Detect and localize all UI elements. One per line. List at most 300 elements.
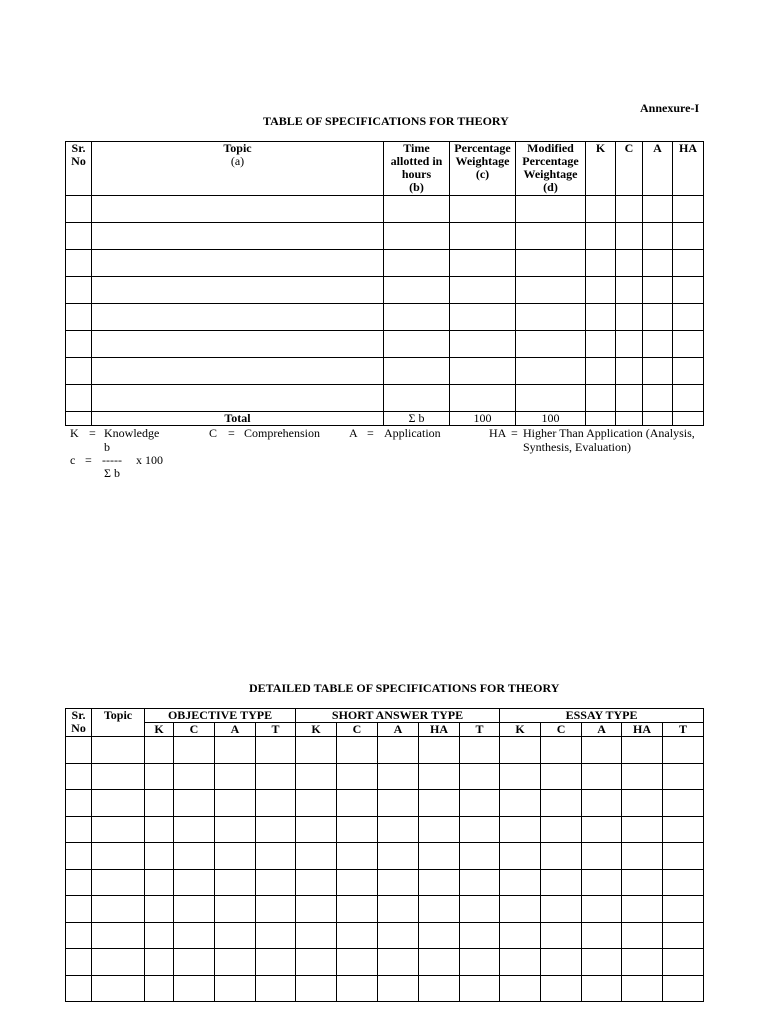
table-cell [541,737,582,764]
header-sr-no: Sr. No [66,142,92,196]
table-cell [256,975,296,1002]
table-cell [92,869,145,896]
table-cell [92,922,145,949]
table-cell [174,975,215,1002]
table-cell [622,896,663,923]
table-cell [663,949,704,976]
table-cell [92,843,145,870]
table-cell [673,223,704,250]
header-topic: Topic (a) [92,142,384,196]
table-cell [215,869,256,896]
essay-sub-a: A [582,723,622,737]
table-cell [378,949,419,976]
legend-ha-symbol: HA [489,426,507,440]
table-cell [673,358,704,385]
table-cell [419,975,460,1002]
obj-sub-a: A [215,723,256,737]
table-cell [337,843,378,870]
table-cell [460,896,500,923]
table-cell [516,250,586,277]
table-cell [145,975,174,1002]
table-cell [215,843,256,870]
table-cell [174,737,215,764]
table-cell [622,790,663,817]
table-cell [384,358,450,385]
table-cell [145,896,174,923]
table-cell [586,304,616,331]
table-cell [337,975,378,1002]
table-cell [622,816,663,843]
table-cell [541,790,582,817]
legend-ha-text-continued: Synthesis, Evaluation) [523,440,631,454]
legend-k-equals: = [89,426,96,440]
table2-title: DETAILED TABLE OF SPECIFICATIONS FOR THEORY [249,681,560,695]
table-cell [516,277,586,304]
formula-numerator: b [104,440,110,454]
total-label: Total [92,412,384,426]
formula-multiplier: x 100 [136,453,163,467]
table-cell [337,763,378,790]
table-cell [582,869,622,896]
table-cell [215,896,256,923]
table-cell [460,975,500,1002]
table-cell [622,975,663,1002]
table-cell [145,763,174,790]
table-cell [378,843,419,870]
table-cell [337,816,378,843]
table-cell [663,790,704,817]
legend-a-equals: = [367,426,374,440]
table-row [66,869,704,896]
header-ha: HA [673,142,704,196]
table-cell [586,385,616,412]
table-cell [384,304,450,331]
table-cell [92,196,384,223]
table-cell [582,975,622,1002]
table-cell [296,816,337,843]
table-row [66,331,704,358]
table-cell [616,223,643,250]
table-cell [586,250,616,277]
table-cell [582,922,622,949]
table-cell [500,922,541,949]
table-cell [541,975,582,1002]
table-row [66,304,704,331]
table-cell [582,790,622,817]
table-cell [586,331,616,358]
table-cell [174,869,215,896]
table-cell [174,816,215,843]
table-cell [622,763,663,790]
table-cell [643,331,673,358]
table-cell [174,790,215,817]
table-cell [384,331,450,358]
table-cell [582,763,622,790]
table-cell [460,949,500,976]
table-cell [66,975,92,1002]
table-cell [256,843,296,870]
obj-sub-t: T [256,723,296,737]
legend-c-text: Comprehension [244,426,320,440]
table-cell [337,896,378,923]
table-cell [643,385,673,412]
table-cell [66,896,92,923]
table-cell [256,816,296,843]
table-cell [541,763,582,790]
table-cell [92,790,145,817]
table-cell [643,250,673,277]
table-cell [174,763,215,790]
table-cell [663,896,704,923]
table-cell [643,358,673,385]
table-row [66,922,704,949]
table-cell [616,277,643,304]
table-cell [337,949,378,976]
table-cell [145,790,174,817]
table-cell [419,790,460,817]
table-cell [500,816,541,843]
table-cell [92,277,384,304]
table-cell [145,843,174,870]
table-cell [419,737,460,764]
table-cell [378,790,419,817]
legend-ha-equals: = [511,426,518,440]
total-a-cell [643,412,673,426]
table-cell [419,869,460,896]
table-row [66,843,704,870]
table-cell [673,196,704,223]
table-cell [378,922,419,949]
table-cell [663,843,704,870]
table-cell [92,763,145,790]
table-row [66,763,704,790]
table-cell [460,763,500,790]
table-cell [384,385,450,412]
table1-title: TABLE OF SPECIFICATIONS FOR THEORY [263,114,509,128]
table-cell [337,790,378,817]
table-row [66,790,704,817]
table-cell [92,250,384,277]
obj-sub-k: K [145,723,174,737]
total-c-cell [616,412,643,426]
table-cell [256,790,296,817]
table-cell [582,816,622,843]
detail-header-objective: OBJECTIVE TYPE [145,709,296,723]
table-cell [516,223,586,250]
table-cell [378,869,419,896]
table-cell [663,737,704,764]
table-cell [66,816,92,843]
table-cell [450,358,516,385]
legend-k-text: Knowledge [104,426,160,440]
table-row [66,975,704,1002]
formula-lhs: c [70,453,76,467]
table-cell [384,277,450,304]
table-row [66,896,704,923]
table-cell [673,331,704,358]
short-sub-a: A [378,723,419,737]
essay-sub-k: K [500,723,541,737]
table-cell [582,843,622,870]
table-cell [643,196,673,223]
formula-denominator: Σ b [104,466,120,480]
table-cell [92,949,145,976]
table-cell [582,896,622,923]
table-cell [541,949,582,976]
table-cell [296,896,337,923]
legend-a-text: Application [384,426,441,440]
table-cell [174,949,215,976]
table-cell [500,975,541,1002]
table-cell [500,763,541,790]
table-cell [663,975,704,1002]
table-cell [622,869,663,896]
table-cell [66,869,92,896]
table-cell [622,737,663,764]
detailed-specifications-table [65,708,704,1002]
table-cell [92,737,145,764]
table-cell [673,277,704,304]
table-cell [500,869,541,896]
table-cell [616,250,643,277]
detail-header-essay: ESSAY TYPE [500,709,704,723]
short-sub-ha: HA [419,723,460,737]
table-cell [378,896,419,923]
short-sub-k: K [296,723,337,737]
table-cell [616,196,643,223]
table-cell [66,949,92,976]
table-cell [145,949,174,976]
detail-header-sr-no: Sr. No [66,709,92,737]
table-cell [419,949,460,976]
table-cell [500,737,541,764]
table-cell [663,922,704,949]
table-cell [66,790,92,817]
table-cell [460,816,500,843]
table-cell [92,896,145,923]
short-sub-c: C [337,723,378,737]
table-cell [582,949,622,976]
table-row [66,196,704,223]
table-cell [622,922,663,949]
table-cell [516,358,586,385]
table-cell [174,922,215,949]
table-cell [622,843,663,870]
table-cell [622,949,663,976]
legend-k-symbol: K [70,426,79,440]
formula-fraction-bar: ----- [102,453,122,467]
table-cell [145,737,174,764]
table-cell [516,196,586,223]
header-a: A [643,142,673,196]
table-cell [378,737,419,764]
table-row [66,816,704,843]
table-cell [541,869,582,896]
table-cell [215,949,256,976]
table-cell [500,790,541,817]
table-cell [66,196,92,223]
table-cell [337,737,378,764]
table-cell [419,763,460,790]
annexure-label: Annexure-I [640,101,700,115]
table-cell [66,250,92,277]
table-cell [378,975,419,1002]
table-cell [616,385,643,412]
table-cell [419,843,460,870]
table-row [66,949,704,976]
table-row [66,737,704,764]
table-cell [586,196,616,223]
table-cell [66,385,92,412]
table-cell [215,763,256,790]
table-cell [66,763,92,790]
table-cell [500,843,541,870]
table-cell [296,843,337,870]
table-cell [419,922,460,949]
table-cell [378,763,419,790]
table-cell [296,869,337,896]
table-cell [673,385,704,412]
table-cell [516,304,586,331]
table-cell [296,737,337,764]
table-row [66,358,704,385]
table-cell [66,843,92,870]
table-cell [215,737,256,764]
header-time: Time allotted in hours (b) [384,142,450,196]
table-cell [663,816,704,843]
table-cell [516,385,586,412]
table-cell [419,896,460,923]
essay-sub-ha: HA [622,723,663,737]
table-cell [296,949,337,976]
table-cell [256,763,296,790]
table-cell [145,869,174,896]
table-cell [92,975,145,1002]
table-cell [582,737,622,764]
table-cell [92,223,384,250]
table-cell [66,304,92,331]
total-time: Σ b [384,412,450,426]
table-row [66,223,704,250]
table-cell [450,331,516,358]
total-k-cell [586,412,616,426]
detail-header-short-answer: SHORT ANSWER TYPE [296,709,500,723]
header-c: C [616,142,643,196]
legend-c-symbol: C [209,426,218,440]
total-percentage: 100 [450,412,516,426]
table-cell [296,922,337,949]
total-ha-cell [673,412,704,426]
table-cell [296,763,337,790]
table-cell [500,896,541,923]
legend-ha-text: Higher Than Application (Analysis, [523,426,695,440]
table-cell [92,304,384,331]
table-cell [673,304,704,331]
table-row [66,277,704,304]
table-cell [256,949,296,976]
table-cell [337,869,378,896]
header-modified: Modified Percentage Weightage (d) [516,142,586,196]
table-cell [616,358,643,385]
table-cell [215,790,256,817]
table-cell [643,277,673,304]
table-cell [450,250,516,277]
table-cell [384,223,450,250]
table-cell [541,816,582,843]
table-cell [66,737,92,764]
table-cell [643,223,673,250]
table-cell [460,922,500,949]
table-cell [296,975,337,1002]
table-cell [384,196,450,223]
total-row [66,412,704,426]
table-cell [541,896,582,923]
detail-header-topic: Topic [92,709,145,737]
table-cell [215,975,256,1002]
table-cell [419,816,460,843]
table-cell [66,223,92,250]
table-cell [256,737,296,764]
table-cell [643,304,673,331]
table-cell [460,869,500,896]
total-sr-cell [66,412,92,426]
table-cell [256,922,296,949]
table-cell [92,358,384,385]
table-cell [66,922,92,949]
table-cell [586,223,616,250]
table-cell [66,277,92,304]
table-cell [663,869,704,896]
table-cell [215,922,256,949]
legend-c-equals: = [228,426,235,440]
table-cell [586,277,616,304]
table-cell [145,922,174,949]
table-cell [586,358,616,385]
essay-sub-t: T [663,723,704,737]
table-cell [450,385,516,412]
table-row [66,385,704,412]
table-cell [92,816,145,843]
table-cell [616,304,643,331]
table-cell [450,304,516,331]
table-cell [541,922,582,949]
table-row [66,250,704,277]
table-cell [500,949,541,976]
table-cell [256,869,296,896]
table-cell [384,250,450,277]
table-cell [256,896,296,923]
legend-a-symbol: A [349,426,358,440]
table-cell [460,790,500,817]
table-cell [663,763,704,790]
table-cell [450,196,516,223]
table-cell [337,922,378,949]
header-percentage: Percentage Weightage (c) [450,142,516,196]
table-cell [66,358,92,385]
table-cell [66,331,92,358]
table-cell [450,223,516,250]
table-cell [460,843,500,870]
table-cell [296,790,337,817]
table-cell [673,250,704,277]
table-cell [516,331,586,358]
table-cell [378,816,419,843]
table-cell [450,277,516,304]
short-sub-t: T [460,723,500,737]
table-cell [215,816,256,843]
table-cell [174,843,215,870]
obj-sub-c: C [174,723,215,737]
